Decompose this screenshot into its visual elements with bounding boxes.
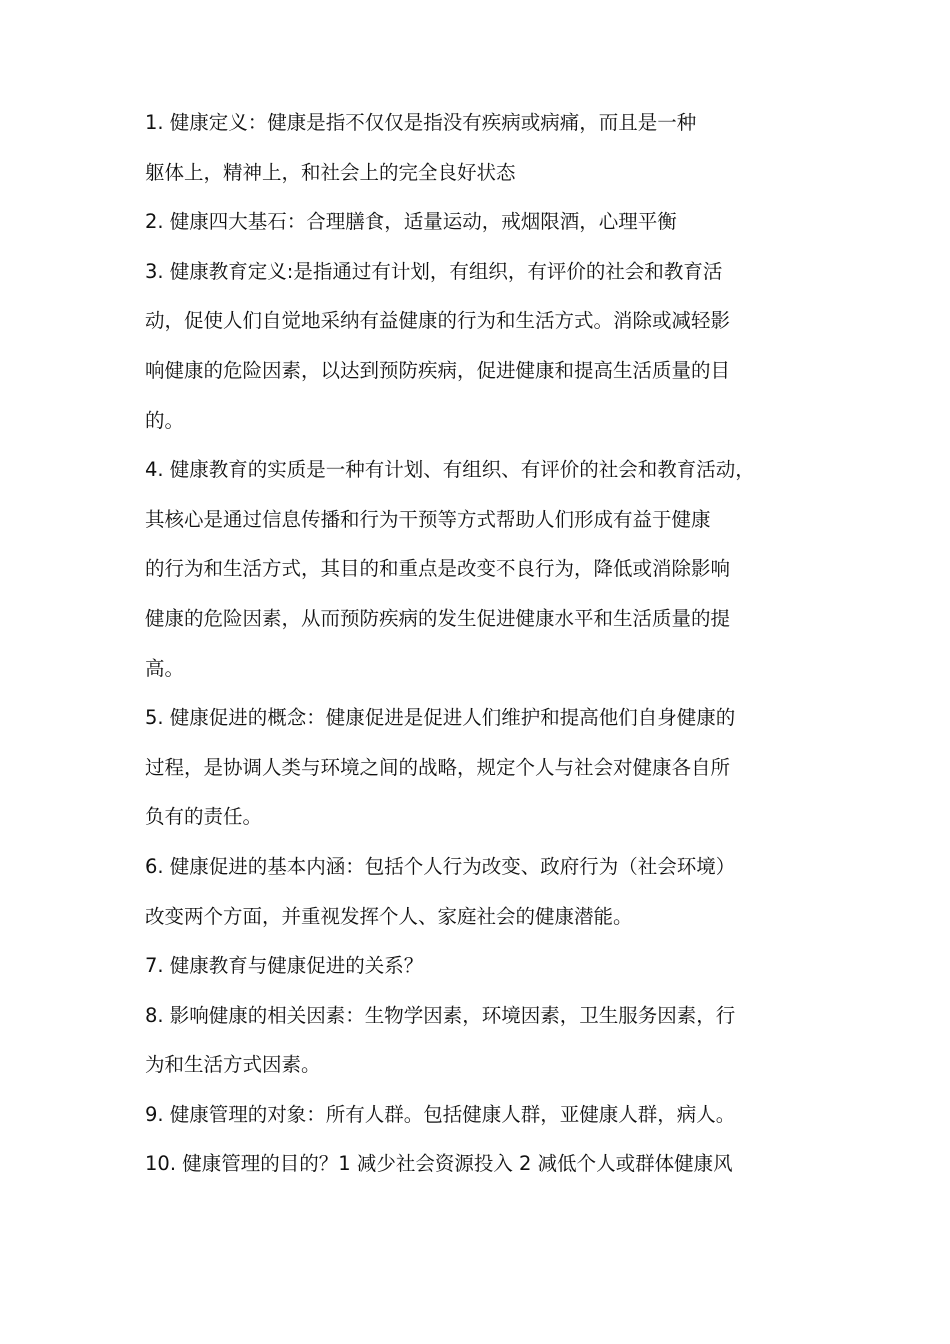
text-line: 健康的危险因素，从而预防疾病的发生促进健康水平和生活质量的提 xyxy=(145,606,731,630)
text-line: 7. 健康教育与健康促进的关系？ xyxy=(145,954,424,978)
text-line: 1. 健康定义：健康是指不仅仅是指没有疾病或病痛，而且是一种 xyxy=(145,111,697,134)
text-line: 其核心是通过信息传播和行为干预等方式帮助人们形成有益于健康 xyxy=(145,507,711,531)
text-line: 为和生活方式因素。 xyxy=(145,1053,321,1077)
text-line: 3. 健康教育定义:是指通过有计划，有组织，有评价的社会和教育活 xyxy=(145,259,723,283)
text-line: 过程，是协调人类与环境之间的战略，规定个人与社会对健康各自所 xyxy=(145,755,731,779)
text-line: 9. 健康管理的对象：所有人群。包括健康人群，亚健康人群，病人。 xyxy=(145,1102,736,1126)
text-line: 响健康的危险因素，以达到预防疾病，促进健康和提高生活质量的目 xyxy=(145,358,731,382)
text-line: 4. 健康教育的实质是一种有计划、有组织、有评价的社会和教育活动， xyxy=(145,458,755,482)
text-line: 动，促使人们自觉地采纳有益健康的行为和生活方式。消除或减轻影 xyxy=(145,309,731,333)
text-line: 的。 xyxy=(145,408,185,432)
paragraph-2 xyxy=(145,197,825,247)
text-line: 5. 健康促进的概念：健康促进是促进人们维护和提高他们自身健康的 xyxy=(145,706,736,730)
paragraph-4 xyxy=(145,445,825,693)
text-line: 的行为和生活方式，其目的和重点是改变不良行为，降低或消除影响 xyxy=(145,557,731,581)
text-line: 2. 健康四大基石：合理膳食，适量运动，戒烟限酒，心理平衡 xyxy=(145,210,677,234)
paragraph-1 xyxy=(145,98,825,197)
text-line: 6. 健康促进的基本内涵：包括个人行为改变、政府行为（社会环境） xyxy=(145,854,736,878)
paragraph-9 xyxy=(145,1090,825,1140)
paragraph-10 xyxy=(145,1139,825,1189)
paragraph-8 xyxy=(145,991,825,1090)
text-line: 高。 xyxy=(145,656,185,680)
paragraph-7 xyxy=(145,941,825,991)
document-body xyxy=(145,98,825,1189)
text-line: 改变两个方面，并重视发挥个人、家庭社会的健康潜能。 xyxy=(145,904,633,928)
text-line: 8. 影响健康的相关因素：生物学因素，环境因素，卫生服务因素，行 xyxy=(145,1003,736,1027)
text-line: 躯体上，精神上，和社会上的完全良好状态 xyxy=(145,160,516,184)
paragraph-3 xyxy=(145,247,825,445)
text-line: 负有的责任。 xyxy=(145,805,263,829)
text-line: 10. 健康管理的目的？1 减少社会资源投入 2 减低个人或群体健康风 xyxy=(145,1152,733,1176)
paragraph-5 xyxy=(145,693,825,842)
paragraph-6 xyxy=(145,842,825,941)
